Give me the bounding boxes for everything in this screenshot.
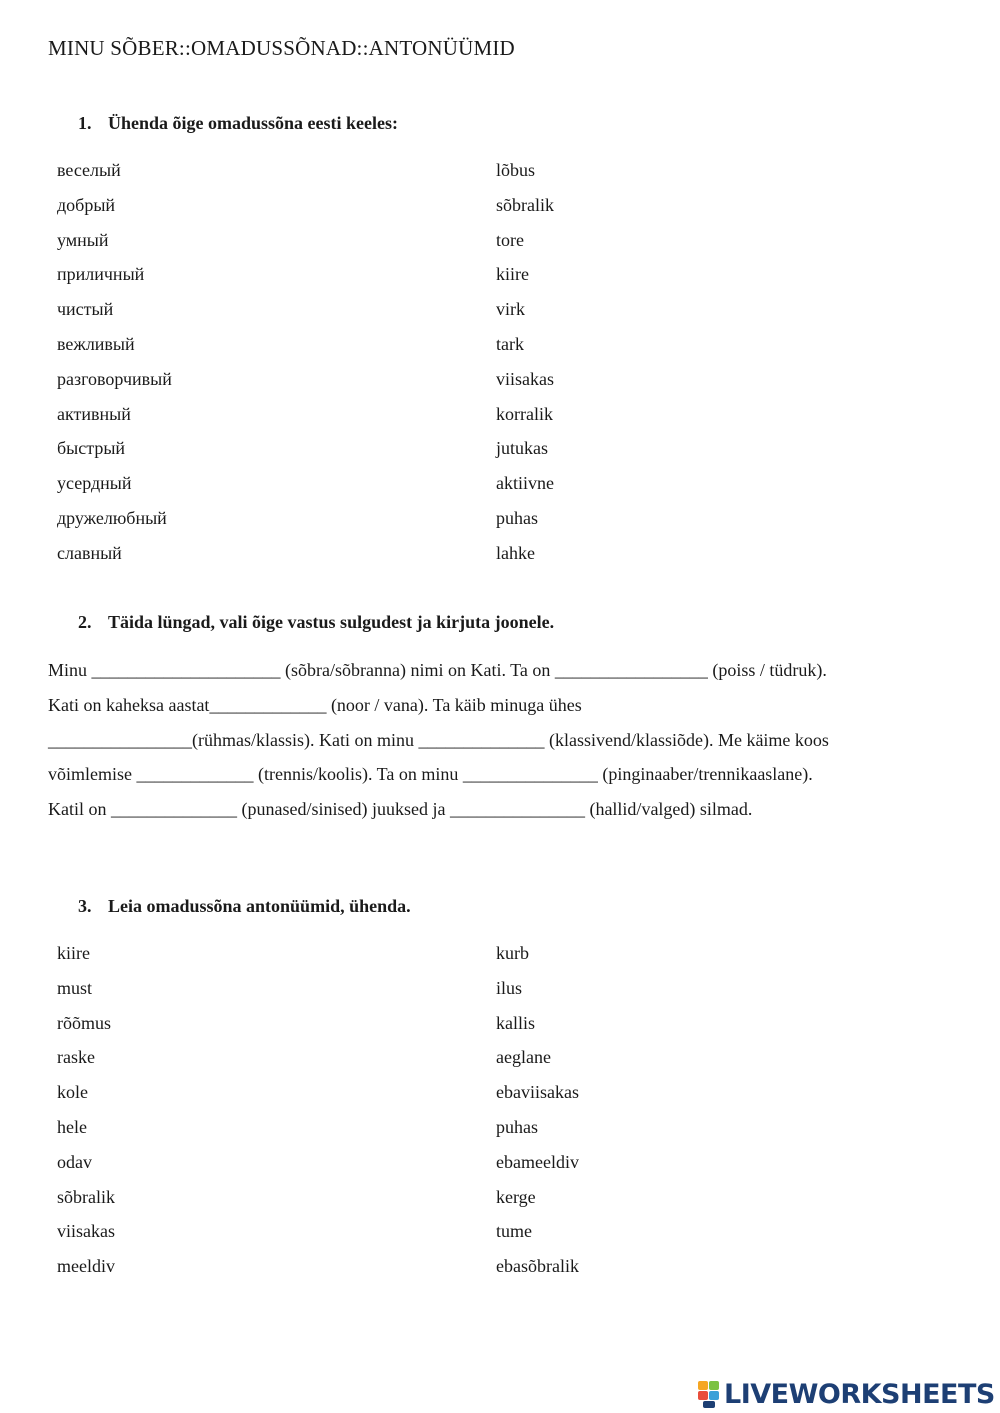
antonym-word: puhas (496, 1116, 538, 1137)
estonian-word: kiire (496, 264, 529, 285)
russian-word: приличный (57, 264, 145, 285)
antonym-column (496, 936, 579, 1284)
paragraph-line: võimlemise _____________ (trennis/koolis). Ta on minu _______________ (pinginaaber/trennikaaslane). (48, 764, 813, 785)
antonym-word: ilus (496, 977, 523, 998)
paragraph-line: Katil on ______________ (punased/sinised) juuksed ja _______________ (hallid/valged) silmad. (48, 799, 753, 820)
paragraph-line: Minu _____________________ (sõbra/sõbranna) nimi on Kati. Ta on _________________ (poiss / tüdruk). (48, 660, 827, 680)
antonym-word: ebaviisakas (496, 1082, 579, 1103)
adjective-word: hele (57, 1116, 87, 1137)
fill-in-paragraph (48, 653, 948, 827)
logo-mark-icon (698, 1379, 720, 1409)
antonym-word: tume (496, 1221, 532, 1242)
paragraph-line: Kati on kaheksa aastat_____________ (noor / vana). Ta käib minuga ühes (48, 694, 582, 715)
section-heading-text: Leia omadussõna antonüümid, ühenda. (108, 896, 411, 916)
russian-word: дружелюбный (57, 507, 167, 528)
antonym-word: ebasõbralik (496, 1256, 579, 1277)
estonian-word: sõbralik (496, 194, 554, 215)
estonian-word: jutukas (496, 438, 548, 459)
page-title: MINU SÕBER::OMADUSSÕNAD::ANTONÜÜMID (48, 36, 515, 60)
section-heading-text: Täida lüngad, vali õige vastus sulgudest ja kirjuta joonele. (108, 612, 555, 632)
estonian-word: lõbus (496, 160, 536, 180)
russian-word-column (57, 153, 172, 571)
estonian-word: lahke (496, 542, 535, 563)
russian-word: чистый (57, 299, 114, 320)
russian-word: вежливый (57, 333, 135, 354)
antonym-word: kerge (496, 1186, 536, 1207)
adjective-word: kiire (57, 943, 90, 963)
russian-word: добрый (57, 194, 116, 215)
adjective-word: sõbralik (57, 1186, 115, 1207)
russian-word: веселый (57, 160, 121, 180)
section-3-heading (78, 896, 411, 917)
russian-word: усердный (57, 473, 132, 494)
estonian-word: tore (496, 229, 524, 250)
adjective-word: viisakas (57, 1221, 115, 1242)
antonym-word: kallis (496, 1012, 535, 1033)
russian-word: славный (57, 542, 122, 563)
section-1-heading (78, 113, 398, 134)
estonian-word: aktiivne (496, 473, 554, 494)
adjective-word: kole (57, 1082, 88, 1103)
section-heading-text: Ühenda õige omadussõna eesti keeles: (108, 113, 399, 133)
russian-word: умный (57, 229, 109, 250)
russian-word: быстрый (57, 438, 126, 459)
logo-text: LIVEWORKSHEETS (724, 1378, 995, 1410)
estonian-word-column (496, 153, 554, 571)
russian-word: активный (57, 403, 131, 424)
estonian-word: tark (496, 333, 524, 354)
estonian-word: virk (496, 299, 525, 320)
antonym-word: ebameeldiv (496, 1151, 579, 1172)
russian-word: разговорчивый (57, 368, 172, 389)
adjective-column (57, 936, 115, 1284)
estonian-word: korralik (496, 403, 553, 424)
section-number: 1. (78, 113, 92, 133)
adjective-word: must (57, 977, 93, 998)
adjective-word: meeldiv (57, 1256, 115, 1277)
estonian-word: viisakas (496, 368, 554, 389)
section-number: 3. (78, 896, 92, 916)
adjective-word: raske (57, 1047, 95, 1068)
estonian-word: puhas (496, 507, 538, 528)
antonym-word: aeglane (496, 1047, 551, 1068)
antonym-word: kurb (496, 943, 529, 963)
adjective-word: rõõmus (57, 1012, 111, 1033)
adjective-word: odav (57, 1151, 92, 1172)
section-2-heading (78, 612, 554, 633)
section-number: 2. (78, 612, 92, 632)
liveworksheets-logo (698, 1377, 996, 1411)
paragraph-line: ________________(rühmas/klassis). Kati on minu ______________ (klassivend/klassiõde). Me käime koos (48, 729, 829, 750)
